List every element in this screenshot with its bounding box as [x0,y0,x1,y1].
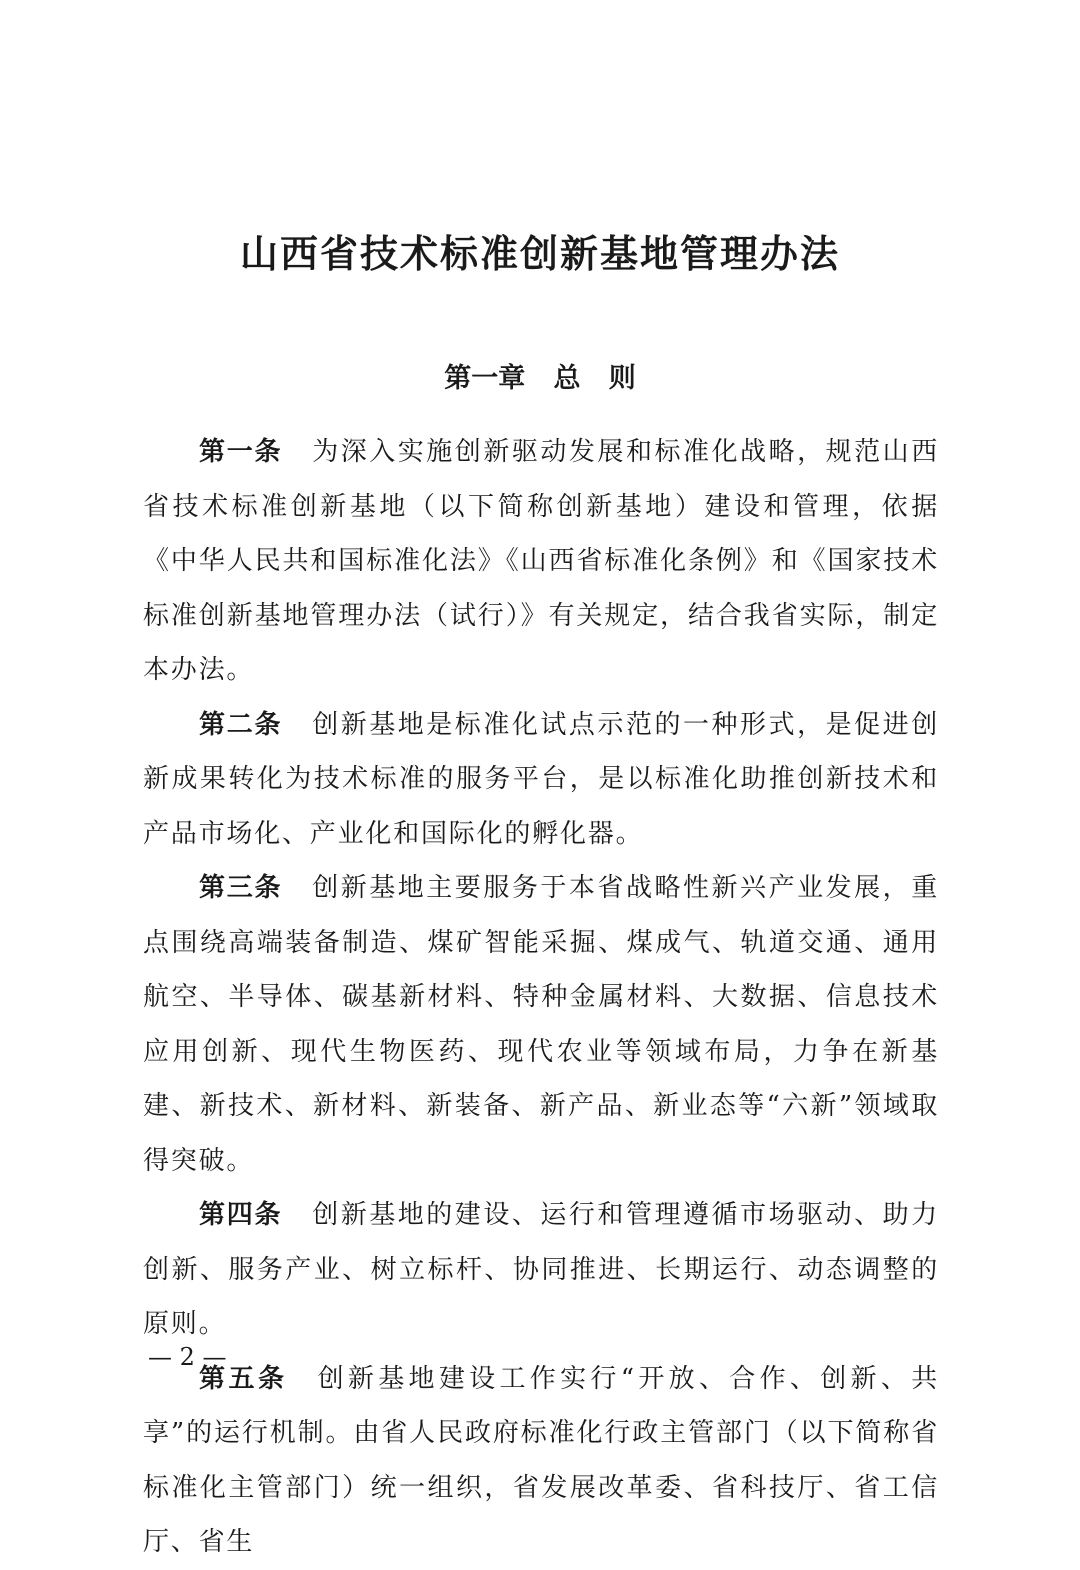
page-number: — 2 — [148,1343,227,1371]
article-label: 第五条 [199,1363,288,1394]
document-body [143,425,939,1570]
article-label: 第二条 [199,709,283,740]
article-2 [143,698,939,862]
article-label: 第一条 [199,437,283,467]
article-text: 创新基地建设工作实行“开放、合作、创新、共享”的运行机制。由省人民政府标准化行政主管部门（以下简称省标准化主管部门）统一组织，省发展改革委、省科技厅、省工信厅、省生 [143,1363,939,1557]
article-1 [143,425,939,698]
article-text: 创新基地是标准化试点示范的一种形式，是促进创新成果转化为技术标准的服务平台，是以标准化助推创新技术和产品市场化、产业化和国际化的孵化器。 [143,709,939,849]
article-label: 第三条 [199,873,283,903]
article-3 [143,861,939,1188]
article-text: 创新基地的建设、运行和管理遵循市场驱动、助力创新、服务产业、树立标杆、协同推进、长期运行、动态调整的原则。 [143,1200,939,1339]
chapter-heading: 第一章 总 则 [444,363,636,394]
document-title: 山西省技术标准创新基地管理办法 [239,232,840,276]
article-5 [143,1352,939,1570]
article-4 [143,1188,939,1352]
article-text: 创新基地主要服务于本省战略性新兴产业发展，重点围绕高端装备制造、煤矿智能采掘、煤成气、轨道交通、通用航空、半导体、碳基新材料、特种金属材料、大数据、信息技术应用创新、现代生物医药、现代农业等领域布局，力争在新基建、新技术、新材料、新装备、新产品、新业态等“六新”领域取得突破。 [143,873,939,1176]
article-label: 第四条 [199,1200,283,1230]
article-text: 为深入实施创新驱动发展和标准化战略，规范山西省技术标准创新基地（以下简称创新基地）建设和管理，依据《中华人民共和国标准化法》《山西省标准化条例》和《国家技术标准创新基地管理办法（试行）》有关规定，结合我省实际，制定本办法。 [143,437,939,685]
